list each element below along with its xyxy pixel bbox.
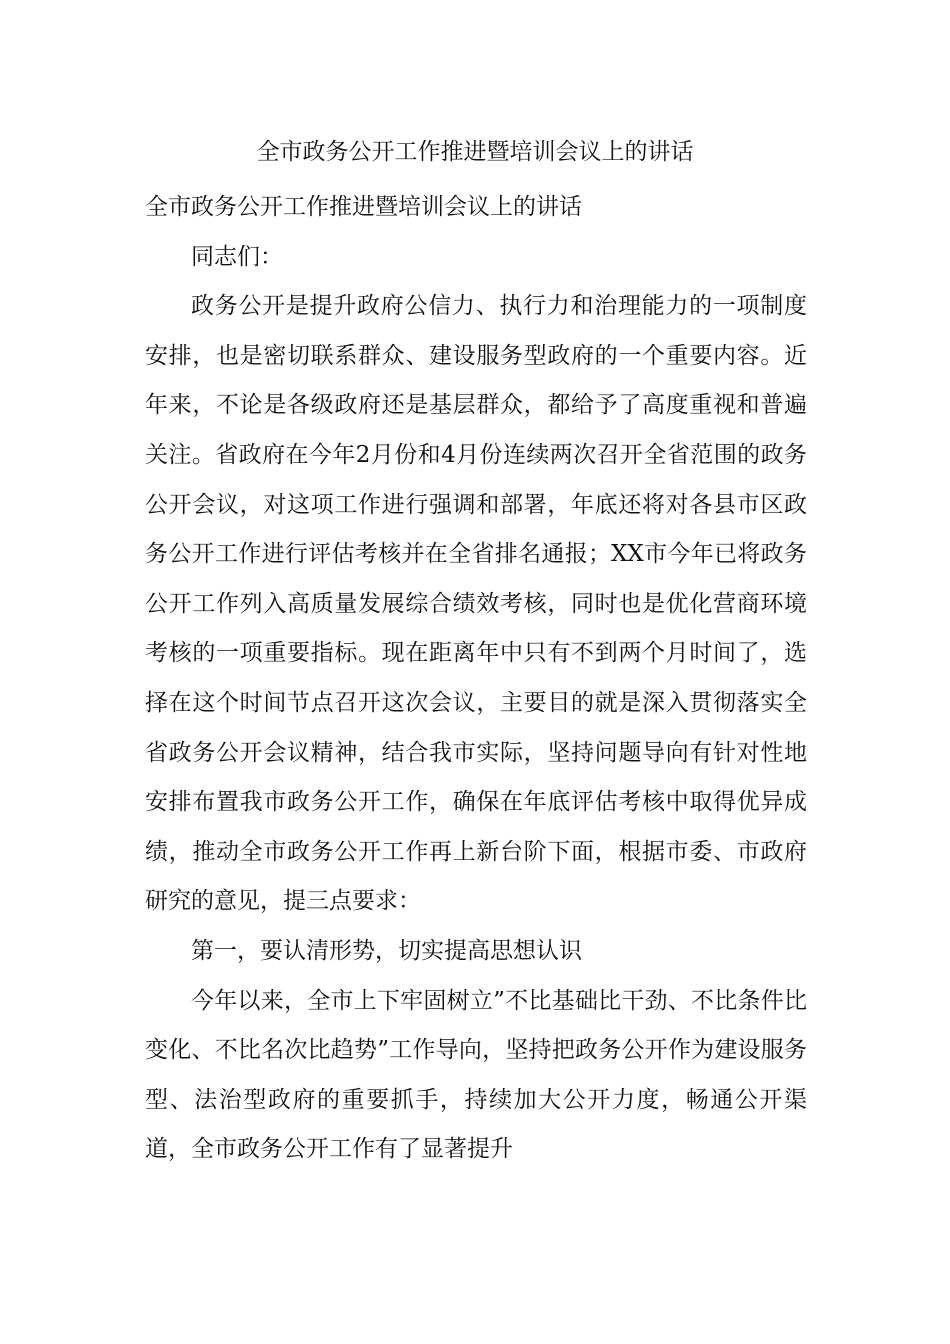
paragraph-section-one: 今年以来，全市上下牢固树立”不比基础比干劲、不比条件比变化、不比名次比趋势”工作导向，坚持把政务公开作为建设服务型、法治型政府的重要抓手，持续加大公开力度，畅通公开渠道，全市政务公开工作有了显著提升	[145, 987, 807, 1163]
document-body	[145, 183, 807, 1175]
document-title: 全市政务公开工作推进暨培训会议上的讲话	[256, 139, 694, 165]
salutation: 同志们：	[191, 243, 283, 270]
paragraph-intro: 政务公开是提升政府公信力、执行力和治理能力的一项制度安排，也是密切联系群众、建设服务型政府的一个重要内容。近年来，不论是各级政府还是基层群众，都给予了高度重视和普遍关注。省政府在今年2月份和4月份连续两次召开全省范围的政务公开会议，对这项工作进行强调和部署，年底还将对各县市区政务公开工作进行评估考核并在全省排名通报；XX市今年已将政务公开工作列入高质量发展综合绩效考核，同时也是优化营商环境考核的一项重要指标。现在距离年中只有不到两个月时间了，选择在这个时间节点召开这次会议，主要目的就是深入贯彻落实全省政务公开会议精神，结合我市实际，坚持问题导向有针对性地安排布置我市政务公开工作，确保在年底评估考核中取得优异成绩，推动全市政务公开工作再上新台阶下面，根据市委、市政府研究的意见，提三点要求：	[145, 293, 807, 915]
document-subtitle: 全市政务公开工作推进暨培训会议上的讲话	[145, 194, 582, 220]
section-heading-first: 第一，要认清形势，切实提高思想认识	[191, 937, 582, 964]
